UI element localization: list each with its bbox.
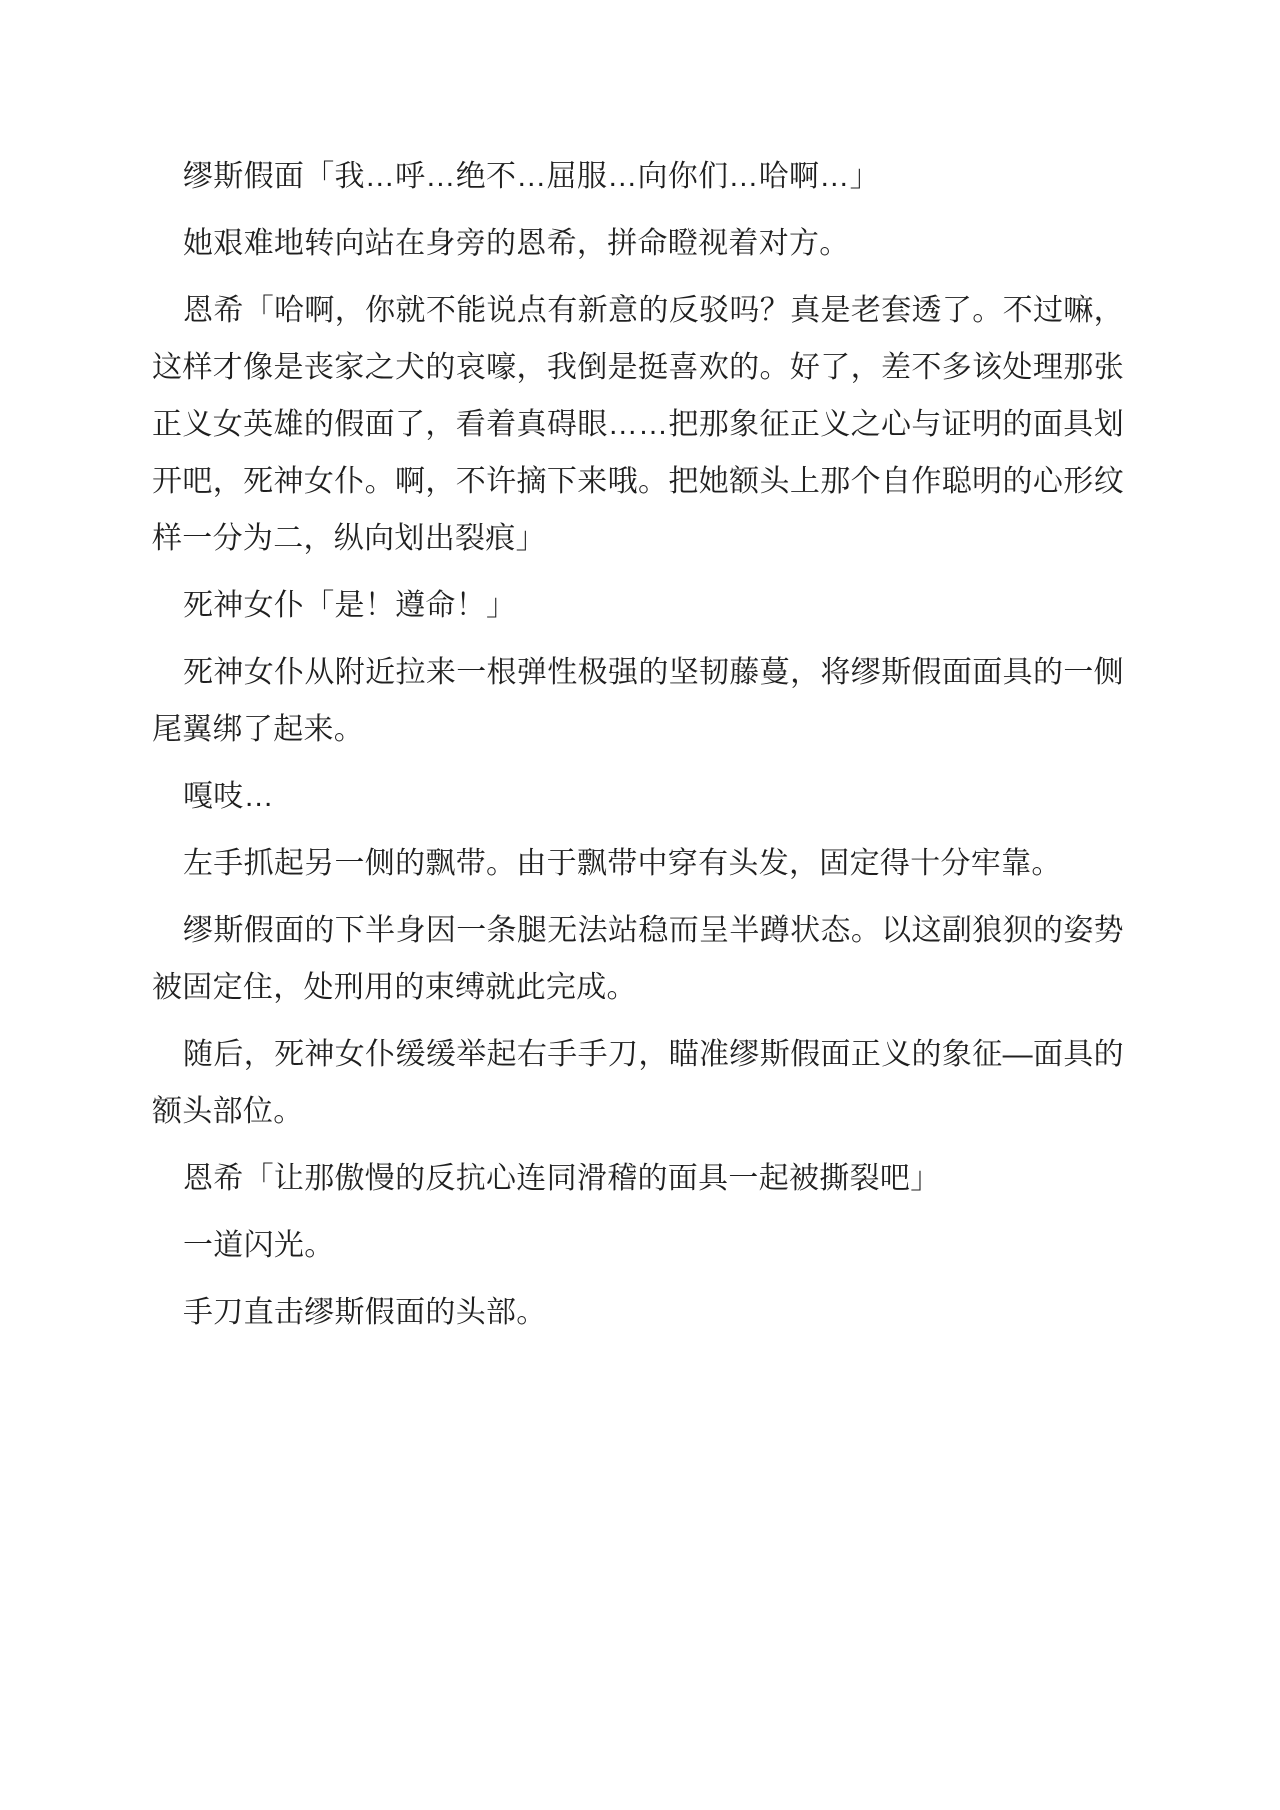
text-line: 这样才像是丧家之犬的哀嚎，我倒是挺喜欢的。好了，差不多该处理那张	[152, 351, 1124, 384]
paragraph	[152, 215, 1124, 272]
text-line: 随后，死神女仆缓缓举起右手手刀，瞄准缪斯假面正义的象征—面具的	[183, 1038, 1124, 1071]
text-line: 恩希「让那傲慢的反抗心连同滑稽的面具一起被撕裂吧」	[183, 1162, 941, 1195]
text-line: 她艰难地转向站在身旁的恩希，拼命瞪视着对方。	[183, 227, 850, 260]
text-line: 缪斯假面「我…呼…绝不…屈服…向你们…哈啊…」	[183, 160, 880, 193]
text-line: 正义女英雄的假面了，看着真碍眼……把那象征正义之心与证明的面具划	[152, 408, 1124, 441]
paragraph	[152, 282, 1124, 567]
paragraph	[152, 1284, 1124, 1341]
text-line: 额头部位。	[152, 1095, 304, 1128]
text-line: 嘎吱…	[183, 780, 274, 813]
paragraph	[152, 768, 1124, 825]
text-line: 死神女仆从附近拉来一根弹性极强的坚韧藤蔓，将缪斯假面面具的一侧	[183, 656, 1124, 689]
text-line: 恩希「哈啊，你就不能说点有新意的反驳吗？真是老套透了。不过嘛，	[183, 294, 1124, 327]
paragraph	[152, 577, 1124, 634]
paragraph	[152, 902, 1124, 1016]
paragraph	[152, 644, 1124, 758]
text-line: 手刀直击缪斯假面的头部。	[183, 1296, 547, 1329]
text-line: 一道闪光。	[183, 1229, 335, 1262]
paragraph	[152, 1217, 1124, 1274]
paragraph	[152, 148, 1124, 205]
paragraph	[152, 1026, 1124, 1140]
text-block	[152, 148, 1124, 1351]
text-line: 左手抓起另一侧的飘带。由于飘带中穿有头发，固定得十分牢靠。	[183, 847, 1062, 880]
text-line: 被固定住，处刑用的束缚就此完成。	[152, 971, 637, 1004]
text-line: 开吧，死神女仆。啊，不许摘下来哦。把她额头上那个自作聪明的心形纹	[152, 465, 1124, 498]
text-line: 缪斯假面的下半身因一条腿无法站稳而呈半蹲状态。以这副狼狈的姿势	[183, 914, 1124, 947]
paragraph	[152, 835, 1124, 892]
text-line: 样一分为二，纵向划出裂痕」	[152, 522, 546, 555]
paragraph	[152, 1150, 1124, 1207]
text-line: 尾翼绑了起来。	[152, 713, 365, 746]
text-line: 死神女仆「是！遵命！」	[183, 589, 517, 622]
